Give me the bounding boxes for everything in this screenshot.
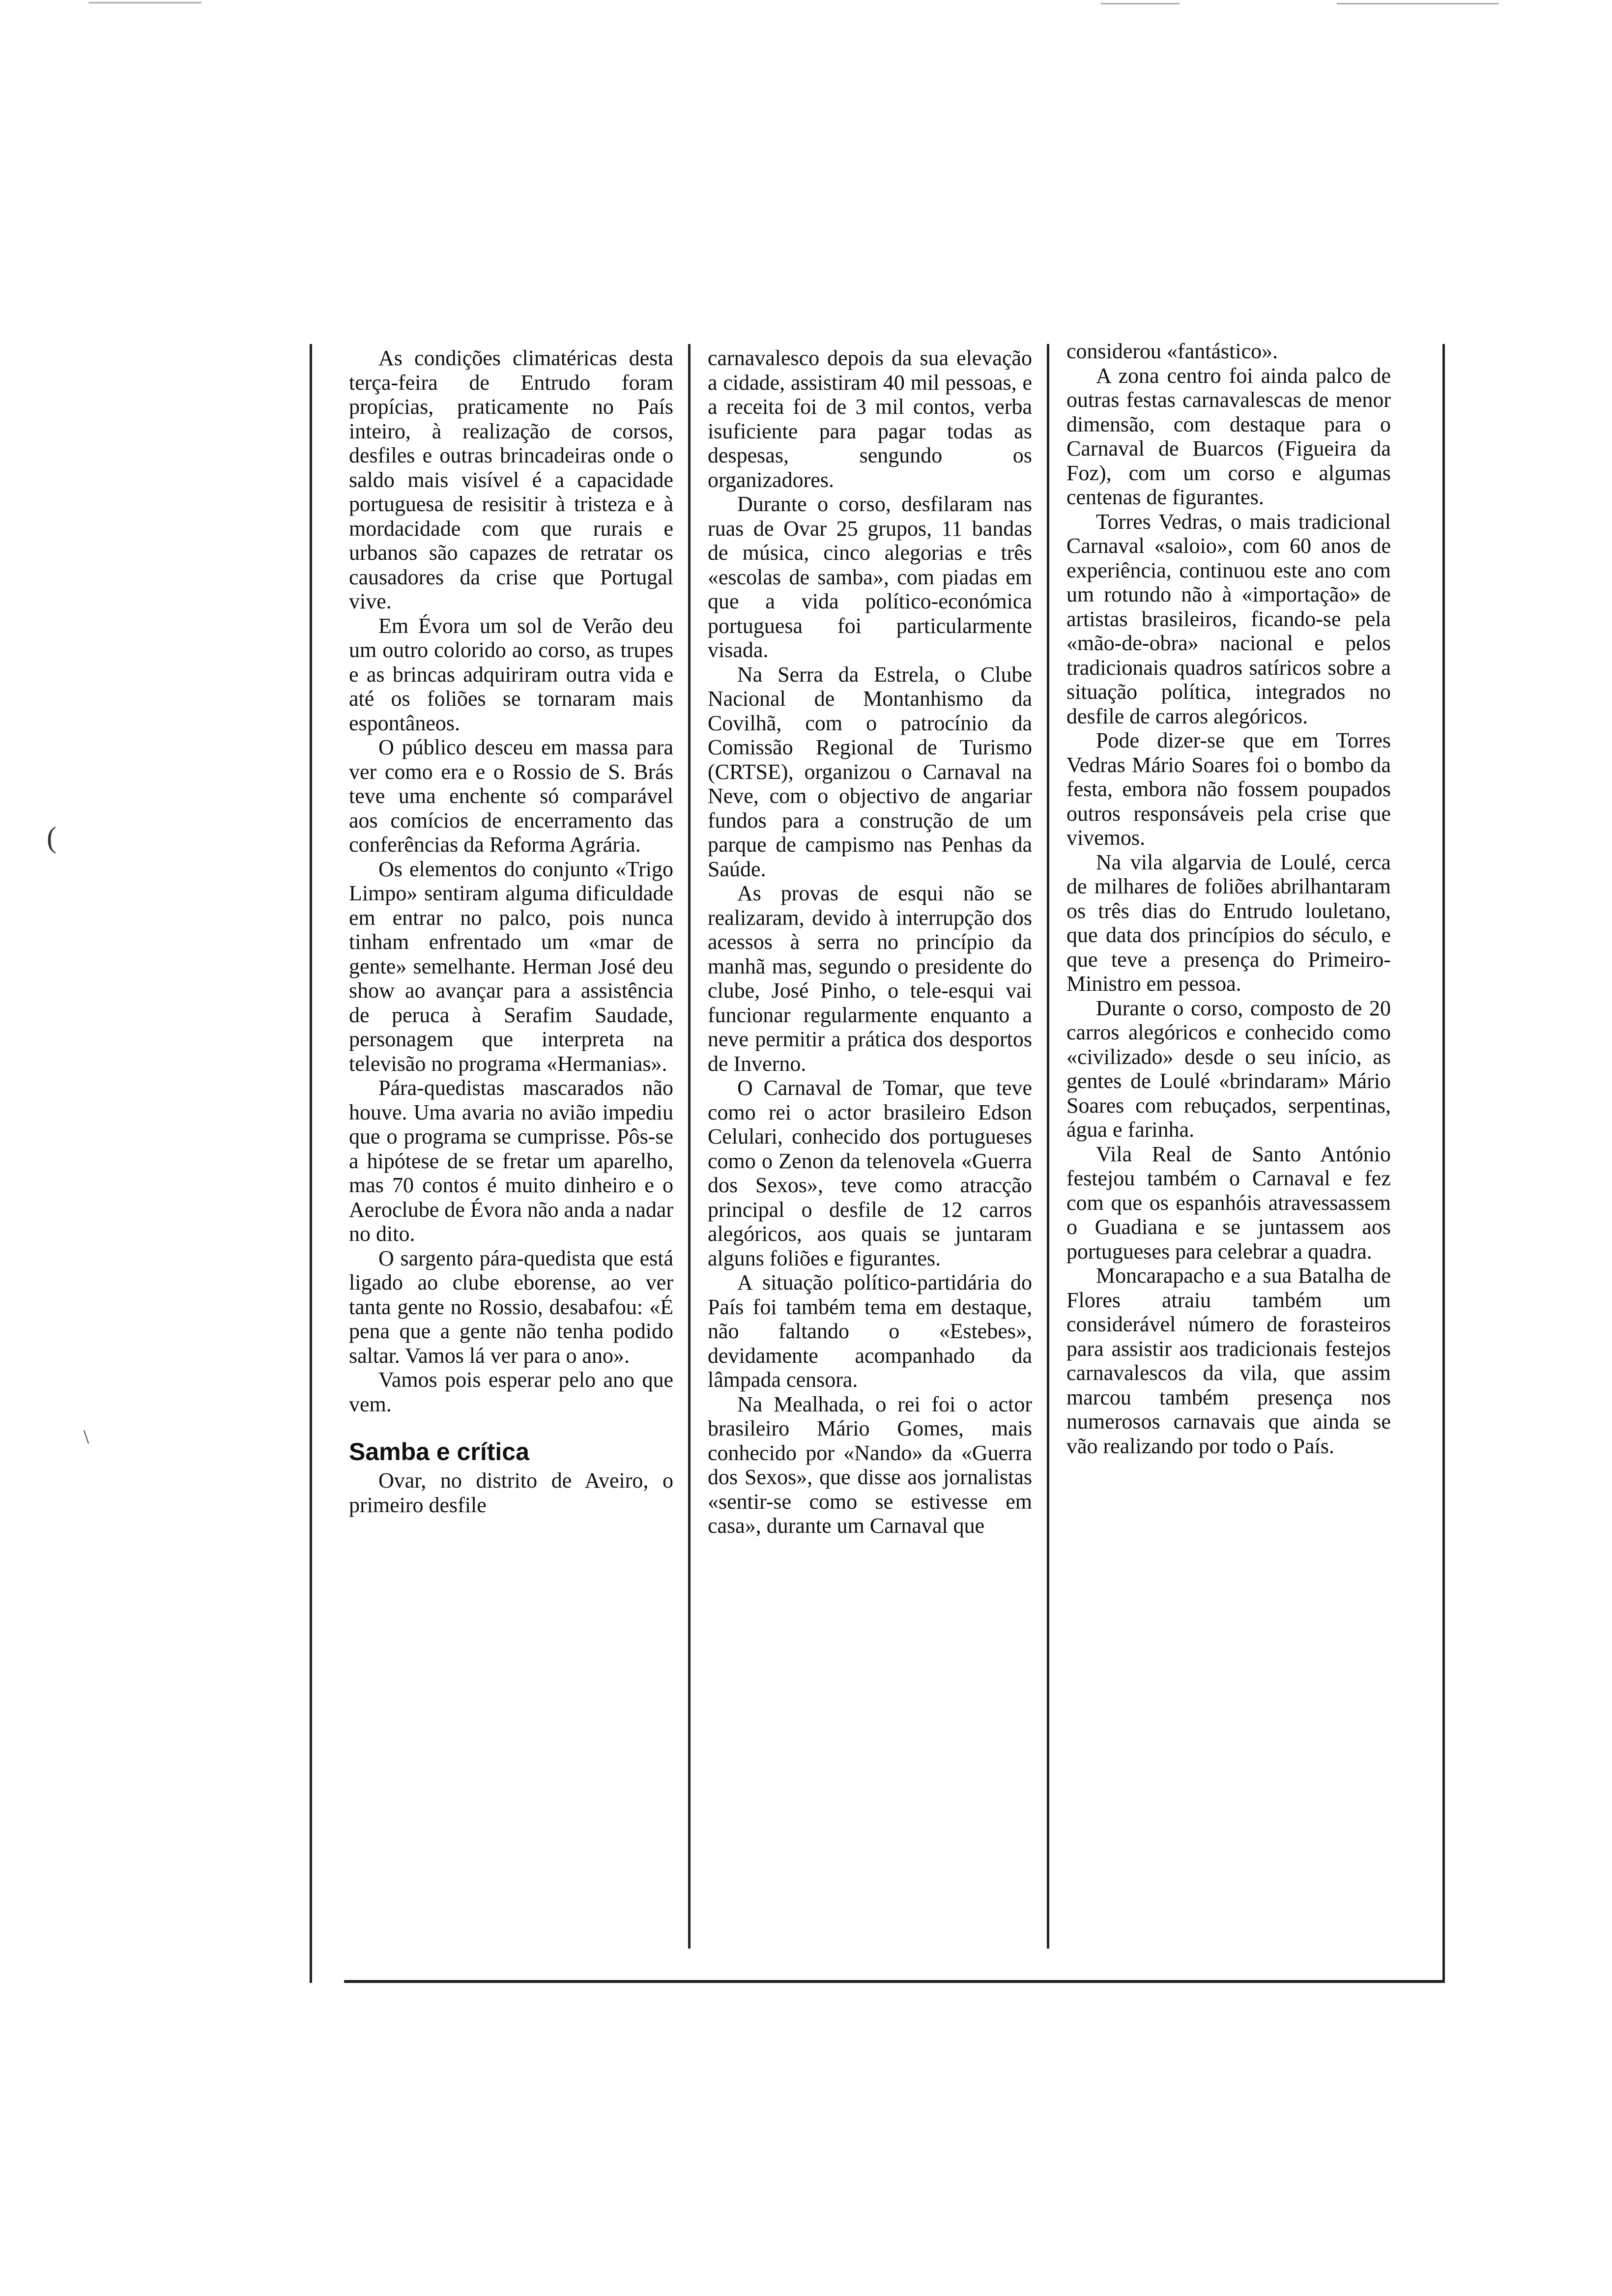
- paragraph: Pode dizer-se que em Torres Vedras Mário Soares foi o bombo da festa, embora não fossem poupados outros responsáveis pela crise que vivemos.: [1066, 728, 1391, 850]
- paragraph: O Carnaval de Tomar, que teve como rei o actor brasileiro Edson Celulari, conhecido dos portugueses como o Zenon da telenovela «Guerra dos Sexos», teve como atracção principal o desfile de 12 carros alegóricos, aos quais se juntaram alguns foliões e figurantes.: [708, 1076, 1032, 1270]
- column-rule-right: [1442, 344, 1445, 1983]
- paragraph: Vamos pois esperar pelo ano que vem.: [349, 1368, 673, 1416]
- subheading: Samba e crítica: [349, 1438, 529, 1465]
- scan-edge-mark: [1101, 3, 1180, 4]
- margin-mark: (: [47, 821, 57, 854]
- column-1: [349, 346, 673, 1517]
- paragraph: As provas de esqui não se realizaram, devido à interrupção dos acessos à serra no princípio da manhã mas, segundo o presidente do clube, José Pinho, o tele-esqui vai funcionar regularmente enquanto a neve permitir a prática dos desportos de Inverno.: [708, 881, 1032, 1076]
- paragraph: Ovar, no distrito de Aveiro, o primeiro desfile: [349, 1468, 673, 1517]
- paragraph: Durante o corso, composto de 20 carros alegóricos e conhecido como «civilizado» desde o seu início, as gentes de Loulé «brindaram» Mário Soares com rebuçados, serpentinas, água e farinha.: [1066, 996, 1391, 1142]
- column-rule-2: [1047, 344, 1049, 1949]
- scan-edge-mark: [1337, 3, 1499, 4]
- column-rule-left: [310, 344, 312, 1983]
- article: [344, 339, 1445, 1983]
- paragraph: A situação político-partidária do País foi também tema em destaque, não faltando o «Estebes», devidamente acompanhado da lâmpada censora.: [708, 1270, 1032, 1392]
- article-bottom-rule: [344, 1980, 1445, 1983]
- paragraph: Em Évora um sol de Verão deu um outro colorido ao corso, as trupes e as brincas adquiriram outra vida e até os foliões se tornaram mais espontâneos.: [349, 613, 673, 735]
- paragraph: O sargento pára-quedista que está ligado ao clube eborense, ao ver tanta gente no Rossio, desabafou: «É pena que a gente não tenha podido saltar. Vamos lá ver para o ano».: [349, 1246, 673, 1368]
- paragraph: Na Serra da Estrela, o Clube Nacional de Montanhismo da Covilhã, com o patrocínio da Comissão Regional de Turismo (CRTSE), organizou o Carnaval na Neve, com o objectivo de angariar fundos para a construção de um parque de campismo nas Penhas da Saúde.: [708, 662, 1032, 881]
- paragraph: Moncarapacho e a sua Batalha de Flores atraiu também um considerável número de forasteiros para assistir aos tradicionais festejos carnavalescos da vila, que assim marcou também presença nos numerosos carnavais que ainda se vão realizando por todo o País.: [1066, 1263, 1391, 1458]
- column-3: [1066, 339, 1391, 1458]
- column-2: [708, 346, 1032, 1538]
- paragraph: Pára-quedistas mascarados não houve. Uma avaria no avião impediu que o programa se cumprisse. Pôs-se a hipótese de se fretar um aparelho, mas 70 contos é muito dinheiro e o Aeroclube de Évora não anda a nadar no dito.: [349, 1076, 673, 1246]
- paragraph: A zona centro foi ainda palco de outras festas carnavalescas de menor dimensão, com destaque para o Carnaval de Buarcos (Figueira da Foz), com um corso e algumas centenas de figurantes.: [1066, 363, 1391, 509]
- paragraph: Na vila algarvia de Loulé, cerca de milhares de foliões abrilhantaram os três dias do Entrudo louletano, que data dos princípios do século, e que teve a presença do Primeiro-Ministro em pessoa.: [1066, 850, 1391, 996]
- paragraph: As condições climatéricas desta terça-feira de Entrudo foram propícias, praticamente no País inteiro, à realização de corsos, desfiles e outras brincadeiras onde o saldo mais visível é a capacidade portuguesa de resisitir à tristeza e à mordacidade com que rurais e urbanos são capazes de retratar os causadores da crise que Portugal vive.: [349, 346, 673, 613]
- paragraph: Na Mealhada, o rei foi o actor brasileiro Mário Gomes, mais conhecido por «Nando» da «Guerra dos Sexos», que disse aos jornalistas «sentir-se como se estivesse em casa», durante um Carnaval que: [708, 1392, 1032, 1538]
- column-rule-1: [688, 344, 691, 1949]
- paragraph: Durante o corso, desfilaram nas ruas de Ovar 25 grupos, 11 bandas de música, cinco alegorias e três «escolas de samba», com piadas em que a vida político-económica portuguesa foi particularmente visada.: [708, 492, 1032, 662]
- margin-mark: \: [84, 1426, 89, 1448]
- paragraph: carnavalesco depois da sua elevação a cidade, assistiram 40 mil pessoas, e a receita foi de 3 mil contos, verba isuficiente para pagar todas as despesas, sengundo os organizadores.: [708, 346, 1032, 492]
- scan-edge-mark: [88, 2, 202, 3]
- paragraph: considerou «fantástico».: [1066, 339, 1278, 363]
- paragraph: Vila Real de Santo António festejou também o Carnaval e fez com que os espanhóis atravessassem o Guadiana e se juntassem aos portugueses para celebrar a quadra.: [1066, 1142, 1391, 1263]
- paragraph: O público desceu em massa para ver como era e o Rossio de S. Brás teve uma enchente só comparável aos comícios de encerramento das conferências da Reforma Agrária.: [349, 735, 673, 857]
- paragraph: Os elementos do conjunto «Trigo Limpo» sentiram alguma dificuldade em entrar no palco, pois nunca tinham enfrentado um «mar de gente» semelhante. Herman José deu show ao avançar para a assistência de peruca à Serafim Saudade, personagem que interpreta na televisão no programa «Hermanias».: [349, 857, 673, 1076]
- paragraph: Torres Vedras, o mais tradicional Carnaval «saloio», com 60 anos de experiência, continuou este ano com um rotundo não à «importação» de artistas brasileiros, ficando-se pela «mão-de-obra» nacional e pelos tradicionais quadros satíricos sobre a situação política, integrados no desfile de carros alegóricos.: [1066, 509, 1391, 728]
